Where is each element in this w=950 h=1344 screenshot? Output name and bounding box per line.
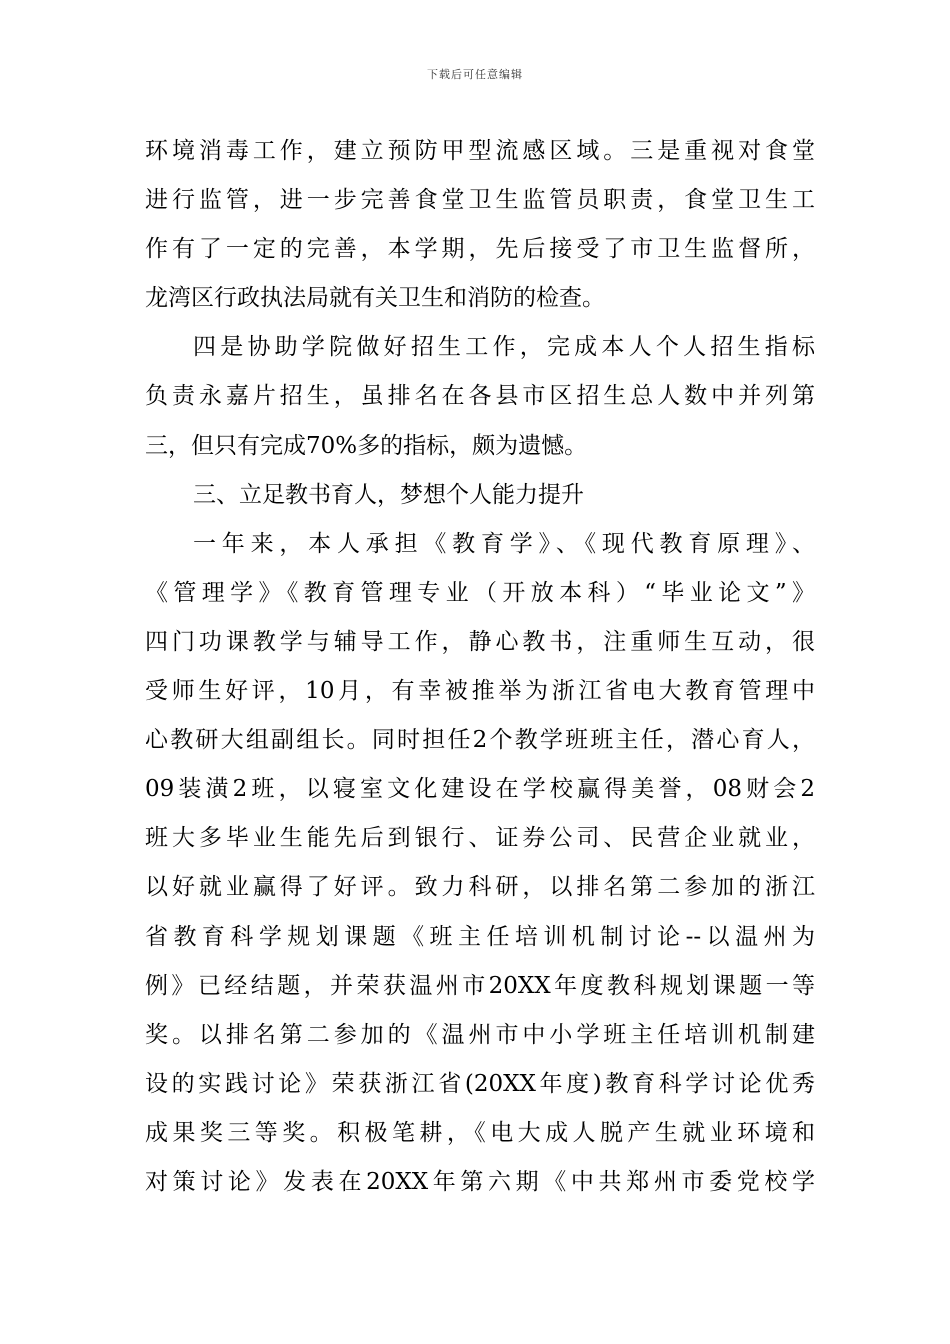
text-line: 三，但只有完成70%多的指标，颇为遗憾。 xyxy=(145,432,588,459)
text-line: 设的实践讨论》荣获浙江省(20XX年度)教育科学讨论优秀 xyxy=(145,1070,815,1097)
text-line: 《管理学》《教育管理专业（开放本科）“毕业论文”》 xyxy=(145,579,815,606)
text-line: 省教育科学规划课题《班主任培训机制讨论--以温州为 xyxy=(145,923,815,950)
text-line: 负责永嘉片招生，虽排名在各县市区招生总人数中并列第 xyxy=(145,383,815,410)
text-line: 进行监管，进一步完善食堂卫生监管员职责，食堂卫生工 xyxy=(145,187,815,214)
text-line: 成果奖三等奖。积极笔耕，《电大成人脱产生就业环境和 xyxy=(145,1119,815,1146)
text-line: 龙湾区行政执法局就有关卫生和消防的检查。 xyxy=(145,285,605,312)
text-line: 一年来，本人承担《教育学》、《现代教育原理》、 xyxy=(193,530,815,557)
text-line: 对策讨论》发表在20XX年第六期《中共郑州市委党校学 xyxy=(145,1168,815,1195)
text-line: 作有了一定的完善，本学期，先后接受了市卫生监督所， xyxy=(145,236,815,263)
text-line: 环境消毒工作，建立预防甲型流感区域。三是重视对食堂 xyxy=(145,138,815,164)
text-line: 四门功课教学与辅导工作，静心教书，注重师生互动，很 xyxy=(145,628,815,655)
page-header: 下载后可任意编辑 xyxy=(427,68,523,81)
text-line: 受师生好评，10月，有幸被推举为浙江省电大教育管理中 xyxy=(145,678,815,705)
text-line: 例》已经结题，并荣获温州市20XX年度教科规划课题一等 xyxy=(145,972,815,999)
text-line: 班大多毕业生能先后到银行、证券公司、民营企业就业， xyxy=(145,825,815,852)
text-line: 心教研大组副组长。同时担任2个教学班班主任，潜心育人， xyxy=(145,727,815,754)
text-line: 三、立足教书育人，梦想个人能力提升 xyxy=(193,481,584,508)
document-body xyxy=(145,127,815,1207)
text-line: 四是协助学院做好招生工作，完成本人个人招生指标 xyxy=(193,334,815,361)
text-line: 以好就业赢得了好评。致力科研，以排名第二参加的浙江 xyxy=(145,874,815,901)
text-line: 奖。以排名第二参加的《温州市中小学班主任培训机制建 xyxy=(145,1021,815,1048)
text-line: 09装潢2班，以寝室文化建设在学校赢得美誉，08财会2 xyxy=(145,776,815,803)
